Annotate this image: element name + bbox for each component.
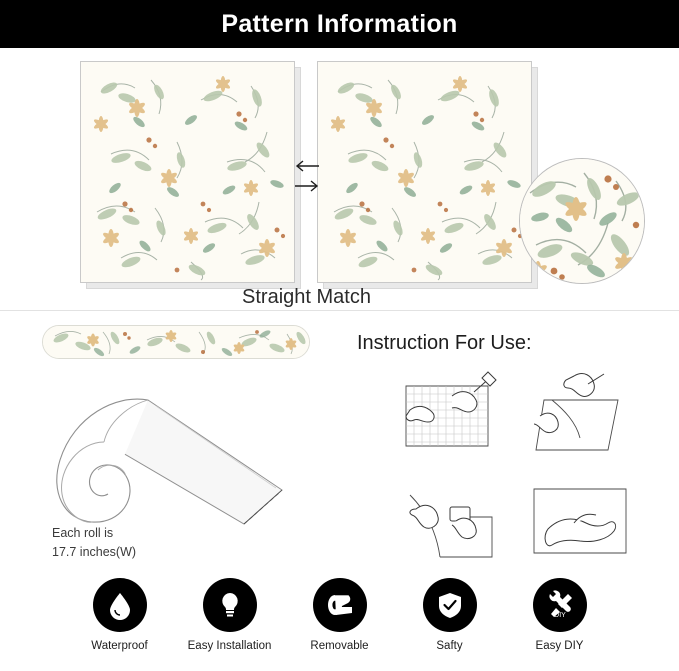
feature-easy-diy: [516, 578, 604, 671]
roll-width-caption: [52, 524, 292, 562]
step-smooth-surface: [522, 473, 642, 574]
water-drop-icon: [93, 578, 147, 632]
roll-caption-line-1: Each roll is: [52, 526, 114, 540]
pattern-swatch-right: [317, 61, 532, 283]
roll-pattern-strip: [42, 325, 310, 359]
match-direction-arrows: [293, 156, 321, 196]
feature-label: Removable: [310, 640, 369, 652]
floral-pattern-right: [318, 62, 531, 282]
roll-caption-line-2: 17.7 inches(W): [52, 545, 137, 559]
feature-easy-installation: [186, 578, 274, 671]
straight-match-label: Straight Match: [242, 286, 371, 308]
step-peel-backing: [522, 366, 642, 467]
svg-text:DIY: DIY: [553, 612, 566, 619]
instructions-grid: [396, 366, 642, 564]
feature-waterproof: [76, 578, 164, 671]
roll-tape-icon: [313, 578, 367, 632]
pattern-swatch-left: [80, 61, 295, 283]
feature-label: Waterproof: [91, 640, 148, 652]
step-apply-squeegee: [396, 473, 516, 574]
feature-label: Safty: [436, 640, 463, 652]
lightbulb-icon: [203, 578, 257, 632]
pattern-zoom-circle: [519, 158, 645, 284]
page-title: Pattern Information: [221, 9, 458, 38]
wrench-screwdriver-diy-icon: [533, 578, 587, 632]
pattern-preview-area: [0, 48, 679, 308]
feature-safty: [406, 578, 494, 671]
page-header: [0, 0, 679, 48]
feature-label: Easy DIY: [535, 640, 584, 652]
shield-check-icon: [423, 578, 477, 632]
feature-removable: [296, 578, 384, 671]
feature-badges: [0, 578, 679, 671]
step-measure-and-cut: [396, 366, 516, 467]
feature-label: Easy Installation: [187, 640, 272, 652]
floral-pattern-left: [81, 62, 294, 282]
section-divider: [0, 310, 679, 311]
instructions-title: Instruction For Use:: [357, 332, 532, 354]
